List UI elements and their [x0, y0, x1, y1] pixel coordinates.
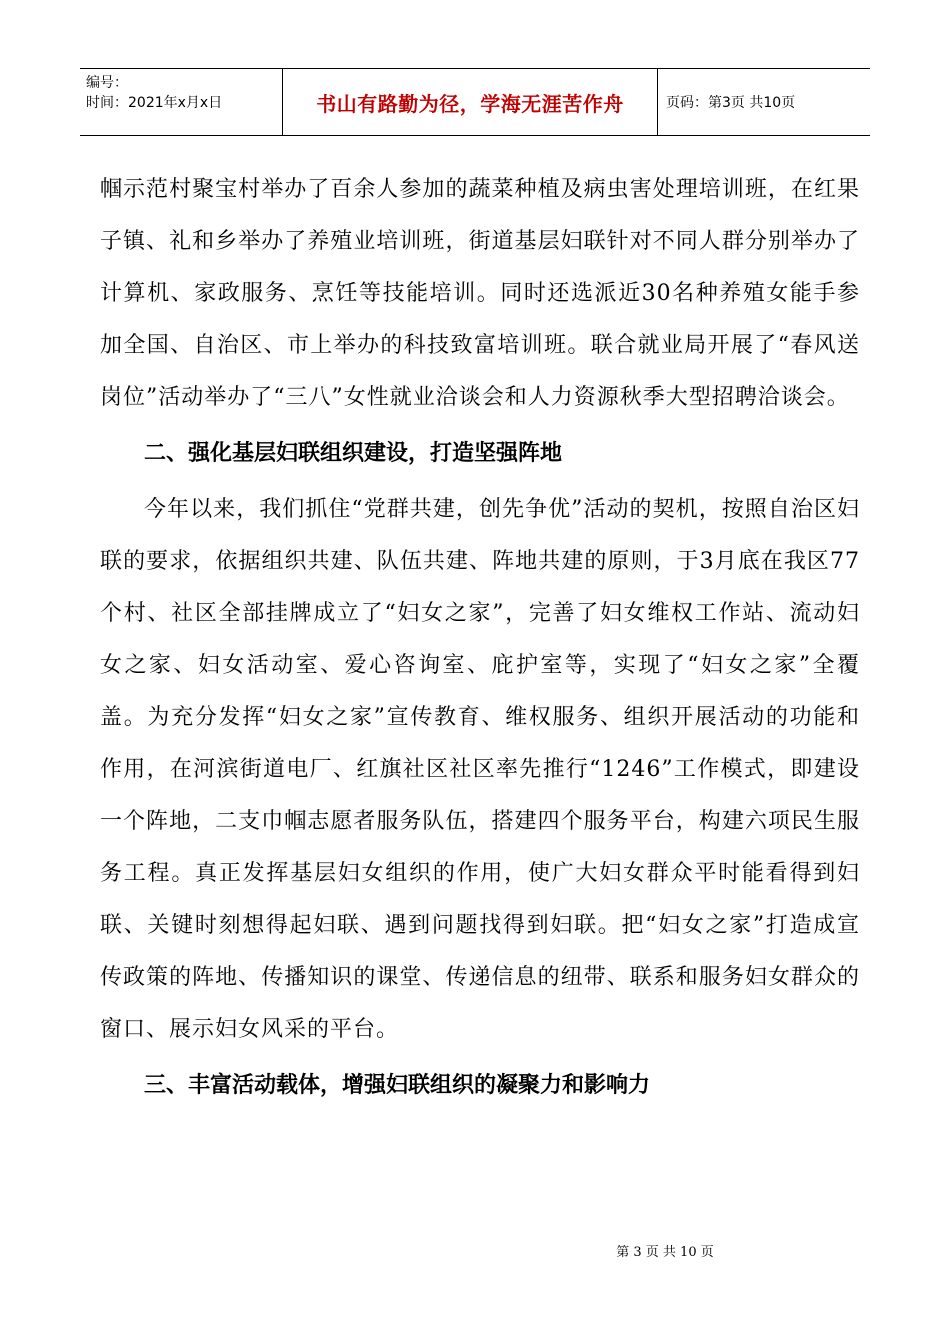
header-motto: 书山有路勤为径，学海无涯苦作舟 [282, 69, 658, 135]
document-date-label: 时间：2021年x月x日 [86, 95, 223, 111]
document-number-label: 编号： [86, 75, 128, 91]
page-footer [0, 1241, 950, 1260]
header-meta [80, 69, 282, 135]
body-paragraph-2: 今年以来，我们抓住“党群共建，创先争优”活动的契机，按照自治区妇联的要求，依据组织共建、队伍共建、阵地共建的原则，于3月底在我区77个村、社区全部挂牌成立了“妇女之家”，完善了妇女维权工作站、流动妇女之家、妇女活动室、爱心咨询室、庇护室等，实现了“妇女之家”全覆盖。为充分发挥“妇女之家”宣传教育、维权服务、组织开展活动的功能和作用，在河滨街道电厂、红旗社区社区率先推行“1246”工作模式，即建设一个阵地，二支巾帼志愿者服务队伍，搭建四个服务平台，构建六项民生服务工程。真正发挥基层妇女组织的作用，使广大妇女群众平时能看得到妇联、关键时刻想得起妇联、遇到问题找得到妇联。把“妇女之家”打造成宣传政策的阵地、传播知识的课堂、传递信息的纽带、联系和服务妇女群众的窗口、展示妇女风采的平台。 [100, 497, 860, 1042]
section-heading-2: 二、强化基层妇联组织建设，打造坚强阵地 [144, 441, 563, 466]
body-paragraph-1: 帼示范村聚宝村举办了百余人参加的蔬菜种植及病虫害处理培训班，在红果子镇、礼和乡举办了养殖业培训班，街道基层妇联针对不同人群分别举办了计算机、家政服务、烹饪等技能培训。同时还选派近30名种养殖女能手参加全国、自治区、市上举办的科技致富培训班。联合就业局开展了“春风送岗位”活动举办了“三八”女性就业洽谈会和人力资源秋季大型招聘洽谈会。 [100, 177, 860, 410]
document-body [100, 164, 860, 1116]
section-heading-3: 三、丰富活动载体，增强妇联组织的凝聚力和影响力 [144, 1073, 651, 1098]
footer-page-number: 第 3 页 共 10 页 [616, 1245, 714, 1260]
header-page-info: 页码：第3页 共10页 [666, 95, 796, 111]
page-header [80, 68, 870, 136]
